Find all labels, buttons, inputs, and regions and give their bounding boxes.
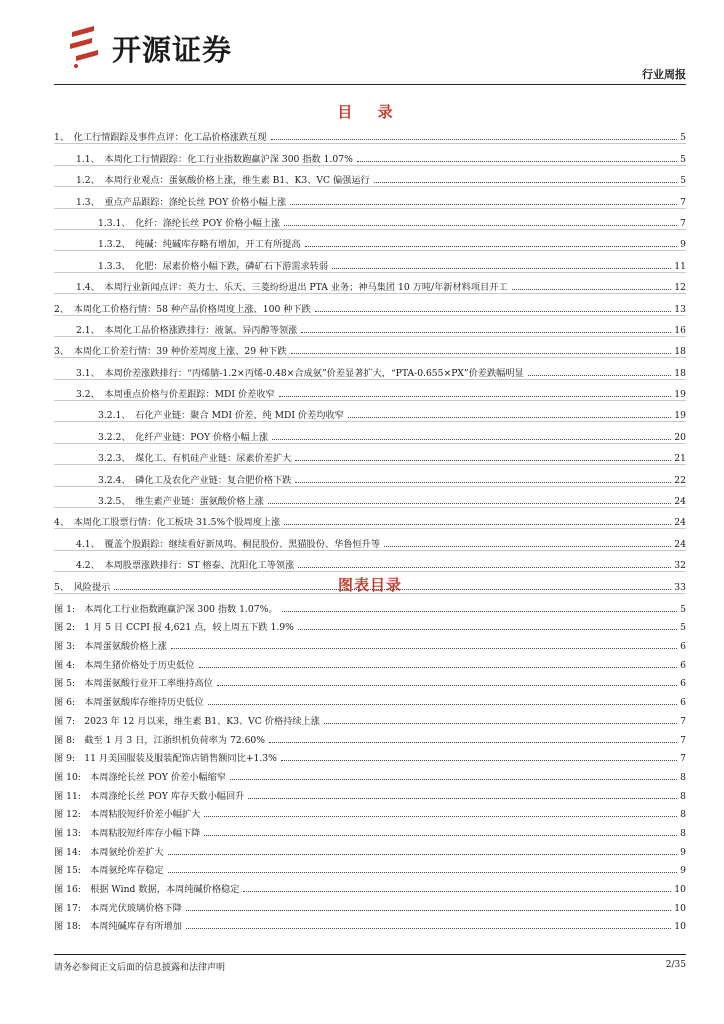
dot-leader — [168, 872, 678, 873]
toc-entry[interactable] — [54, 273, 686, 294]
dot-leader — [186, 928, 671, 929]
figure-entry[interactable] — [54, 858, 686, 877]
dot-leader — [281, 760, 677, 761]
toc-entry-page: 32 — [674, 560, 686, 572]
report-type-label: 行业周报 — [642, 68, 686, 81]
figure-entry[interactable] — [54, 615, 686, 634]
toc-entry[interactable] — [54, 401, 686, 422]
figure-entry[interactable] — [54, 671, 686, 690]
toc-entry-page: 24 — [674, 517, 686, 529]
dot-leader — [332, 268, 671, 269]
figure-entry-page: 6 — [680, 678, 686, 690]
table-of-contents — [54, 123, 686, 594]
toc-entry-text: 1.4、 本周行业新闻点评：英力士、乐天、三菱纷纷退出 PTA 业务；神马集团 10 万吨/年新材料项目开工 — [76, 279, 510, 293]
figure-entry-text: 图 3: 本周蛋氨酸价格上涨 — [54, 638, 169, 652]
figure-entry-text: 图 13: 本周粘胶短纤库存小幅下降 — [54, 825, 202, 839]
toc-entry-text: 4.1、 覆盖个股跟踪：继续看好新凤鸣、桐昆股份、黑猫股份、华鲁恒升等 — [76, 536, 382, 550]
dot-leader — [295, 460, 671, 461]
toc-entry-page: 21 — [674, 453, 686, 465]
figure-entry-page: 8 — [680, 790, 686, 802]
toc-entry-text: 2、 本周化工价格行情：58 种产品价格周度上涨、100 种下跌 — [54, 301, 313, 315]
toc-entry-text: 3.2.3、 煤化工、有机硅产业链：尿素价差扩大 — [98, 450, 293, 464]
figure-entry-text: 图 8: 截至 1 月 3 日，江浙织机负荷率为 72.60% — [54, 732, 267, 746]
figure-entry-page: 6 — [680, 659, 686, 671]
figure-entry[interactable] — [54, 727, 686, 746]
figure-entry[interactable] — [54, 802, 686, 821]
figure-entry-page: 10 — [674, 884, 686, 895]
dot-leader — [348, 417, 671, 418]
dot-leader — [295, 482, 671, 483]
toc-entry-page: 20 — [674, 431, 686, 443]
figure-entry[interactable] — [54, 596, 686, 615]
dot-leader — [301, 332, 671, 333]
toc-entry-text: 1.1、 本周化工行情跟踪：化工行业指数跑赢沪深 300 指数 1.07% — [76, 151, 355, 165]
toc-entry-text: 3.2.5、 维生素产业链：蛋氨酸价格上涨 — [98, 493, 266, 507]
figure-entry-text: 图 6: 本周蛋氨酸库存维持历史低位 — [54, 694, 206, 708]
figure-entry[interactable] — [54, 876, 686, 895]
figure-entry-page: 5 — [680, 622, 686, 634]
dot-leader — [315, 311, 671, 312]
toc-entry[interactable] — [54, 209, 686, 230]
figure-entry[interactable] — [54, 895, 686, 914]
page-header — [54, 22, 686, 82]
dot-leader — [217, 685, 677, 686]
figure-entry[interactable] — [54, 820, 686, 839]
toc-entry-page: 13 — [674, 303, 686, 315]
figure-entry[interactable] — [54, 839, 686, 858]
dot-leader — [171, 648, 677, 649]
figure-entry[interactable] — [54, 914, 686, 933]
dot-leader — [324, 723, 677, 724]
dot-leader — [272, 439, 671, 440]
toc-entry[interactable] — [54, 508, 686, 529]
figure-entry-text: 图 4: 本周生猪价格处于历史低位 — [54, 657, 197, 671]
toc-entry-text: 3.2.4、 磷化工及农化产业链：复合肥价格下跌 — [98, 472, 293, 486]
toc-entry-page: 12 — [674, 282, 686, 294]
figure-entry-text: 图 10: 本周涤纶长丝 POY 价差小幅缩窄 — [54, 769, 228, 783]
dot-leader — [298, 629, 677, 630]
toc-entry[interactable] — [54, 465, 686, 486]
figure-entry-page: 6 — [680, 641, 686, 653]
figure-entry[interactable] — [54, 633, 686, 652]
toc-entry[interactable] — [54, 316, 686, 337]
toc-entry-text: 3.2、 本周重点价格与价差跟踪：MDI 价差收窄 — [76, 386, 277, 400]
footer-divider — [54, 954, 686, 955]
toc-entry[interactable] — [54, 529, 686, 550]
toc-entry[interactable] — [54, 251, 686, 272]
dot-leader — [186, 910, 671, 911]
page-number: 2/35 — [665, 960, 686, 970]
toc-entry[interactable] — [54, 358, 686, 379]
dot-leader — [248, 798, 677, 799]
figure-entry-page: 5 — [680, 603, 686, 615]
dot-leader — [284, 524, 671, 525]
dot-leader — [243, 891, 671, 892]
figure-entry-text: 图 12: 本周粘胶短纤价差小幅扩大 — [54, 806, 202, 820]
dot-leader — [279, 396, 672, 397]
figure-entry-text: 图 9: 11 月美国服装及服装配饰店销售额同比+1.3% — [54, 750, 279, 764]
figure-entry-page: 6 — [680, 697, 686, 709]
toc-entry-text: 1、 化工行情跟踪及事件点评：化工品价格涨跌互现 — [54, 129, 269, 143]
figure-entry[interactable] — [54, 783, 686, 802]
dot-leader — [298, 567, 671, 568]
figure-entry-text: 图 18: 本周纯碱库存有所增加 — [54, 918, 184, 932]
toc-entry[interactable] — [54, 166, 686, 187]
toc-entry[interactable] — [54, 144, 686, 165]
figure-entry[interactable] — [54, 689, 686, 708]
dot-leader — [168, 854, 678, 855]
toc-entry-text: 3.1、 本周价差涨跌排行：“丙烯腈-1.2×丙烯-0.48×合成氨”价差显著扩大，“PTA-0.655×PX”价差跌幅明显 — [76, 365, 526, 379]
toc-entry-text: 1.3.3、 化肥：尿素价格小幅下跌，磷矿石下游需求转弱 — [98, 258, 330, 272]
toc-entry[interactable] — [54, 487, 686, 508]
header-divider — [54, 84, 686, 85]
toc-entry[interactable] — [54, 444, 686, 465]
toc-entry-page: 7 — [680, 196, 686, 208]
dot-leader — [268, 503, 672, 504]
dot-leader — [384, 546, 671, 547]
figure-entry-text: 图 2: 1 月 5 日 CCPI 报 4,621 点，较上周五下跌 1.9% — [54, 619, 296, 633]
dot-leader — [230, 779, 677, 780]
toc-entry[interactable] — [54, 422, 686, 443]
figure-entry[interactable] — [54, 708, 686, 727]
toc-entry-text: 5、 风险提示 — [54, 579, 112, 593]
dot-leader — [290, 204, 677, 205]
toc-entry-page: 19 — [674, 410, 686, 422]
toc-entry-text: 4、 本周化工股票行情：化工板块 31.5%个股周度上涨 — [54, 514, 282, 528]
toc-entry-page: 9 — [680, 239, 686, 251]
dot-leader — [208, 704, 677, 705]
dot-leader — [284, 225, 677, 226]
toc-entry[interactable] — [54, 230, 686, 251]
footer-disclaimer: 请务必参阅正文后面的信息披露和法律声明 — [54, 963, 226, 973]
toc-entry[interactable] — [54, 380, 686, 401]
toc-entry-page: 7 — [680, 217, 686, 229]
toc-entry-text: 3.2.1、 石化产业链：聚合 MDI 价差、纯 MDI 价差均收窄 — [98, 407, 346, 421]
toc-entry-page: 5 — [680, 132, 686, 144]
toc-entry-page: 16 — [674, 324, 686, 336]
figure-entry-page: 10 — [674, 921, 686, 933]
figure-entry-page: 7 — [680, 753, 686, 765]
figure-entry-text: 图 11: 本周涤纶长丝 POY 库存天数小幅回升 — [54, 788, 246, 802]
figure-entry-page: 9 — [680, 846, 686, 858]
toc-entry-text: 1.3、 重点产品跟踪：涤纶长丝 POY 价格小幅上涨 — [76, 194, 288, 208]
toc-title: 目 录 — [337, 103, 403, 121]
figure-entry[interactable] — [54, 746, 686, 765]
toc-entry-text: 1.3.2、 纯碱：纯碱库存略有增加，开工有所提高 — [98, 236, 303, 250]
toc-entry-page: 11 — [674, 260, 686, 272]
figure-entry-text: 图 15: 本周氨纶库存稳定 — [54, 862, 166, 876]
toc-entry[interactable] — [54, 123, 686, 144]
dot-leader — [528, 375, 672, 376]
dot-leader — [204, 816, 677, 817]
toc-entry[interactable] — [54, 187, 686, 208]
toc-entry-text: 1.2、 本周行业观点：蛋氨酸价格上涨，维生素 B1、K3、VC 偏强运行 — [76, 172, 372, 186]
toc-entry-page: 18 — [674, 346, 686, 358]
figure-entry[interactable] — [54, 652, 686, 671]
dot-leader — [204, 835, 677, 836]
dot-leader — [291, 353, 672, 354]
figure-entry-text: 图 1: 本周化工行业指数跑赢沪深 300 指数 1.07%。 — [54, 601, 280, 615]
dot-leader — [269, 742, 677, 743]
figure-entry-page: 8 — [680, 809, 686, 821]
dot-leader — [374, 182, 677, 183]
toc-entry-page: 5 — [680, 153, 686, 165]
figure-entry-text: 图 5: 本周蛋氨酸行业开工率维持高位 — [54, 675, 215, 689]
figure-entry-text: 图 7: 2023 年 12 月以来，维生素 B1、K3、VC 价格持续上涨 — [54, 713, 322, 727]
toc-entry-page: 5 — [680, 175, 686, 187]
toc-entry-text: 3、 本周化工价差行情：39 种价差周度上涨、29 种下跌 — [54, 343, 289, 357]
company-logo-text: 开源证券 — [112, 33, 233, 67]
figure-list — [54, 596, 686, 932]
toc-entry[interactable] — [54, 551, 686, 572]
dot-leader — [199, 667, 678, 668]
dot-leader — [282, 611, 678, 612]
toc-entry[interactable] — [54, 337, 686, 358]
figure-entry-page: 7 — [680, 734, 686, 746]
toc-entry-text: 1.3.1、 化纤：涤纶长丝 POY 价格小幅上涨 — [98, 215, 282, 229]
toc-entry-text: 3.2.2、 化纤产业链：POY 价格小幅上涨 — [98, 429, 270, 443]
toc-entry-text: 4.2、 本周股票涨跌排行：ST 榕泰、沈阳化工等领涨 — [76, 557, 296, 571]
figure-entry-page: 9 — [680, 865, 686, 877]
dot-leader — [305, 246, 678, 247]
figure-list-title: 图表目录 — [337, 576, 402, 594]
figure-entry-text: 图 14: 本周氨纶价差扩大 — [54, 844, 166, 858]
toc-entry-page: 22 — [674, 474, 686, 486]
dot-leader — [271, 139, 678, 140]
figure-entry-text: 图 16: 根据 Wind 数据，本周纯碱价格稳定 — [54, 881, 241, 895]
toc-entry-page: 24 — [674, 538, 686, 550]
figure-entry-text: 图 17: 本周光伏玻璃价格下降 — [54, 900, 184, 914]
logo-icon — [68, 24, 102, 68]
dot-leader — [357, 161, 677, 162]
figure-entry-page: 7 — [680, 715, 686, 727]
figure-entry-page: 10 — [674, 902, 686, 914]
toc-entry-page: 19 — [674, 389, 686, 401]
toc-entry-text: 2.1、 本周化工品价格涨跌排行：液氯、异丙醇等领涨 — [76, 322, 299, 336]
toc-entry-page: 33 — [674, 581, 686, 593]
toc-entry-page: 24 — [674, 496, 686, 508]
figure-entry[interactable] — [54, 764, 686, 783]
toc-entry-page: 18 — [674, 367, 686, 379]
toc-entry[interactable] — [54, 294, 686, 315]
figure-entry-page: 8 — [680, 771, 686, 783]
dot-leader — [512, 289, 672, 290]
figure-entry-page: 8 — [680, 827, 686, 839]
